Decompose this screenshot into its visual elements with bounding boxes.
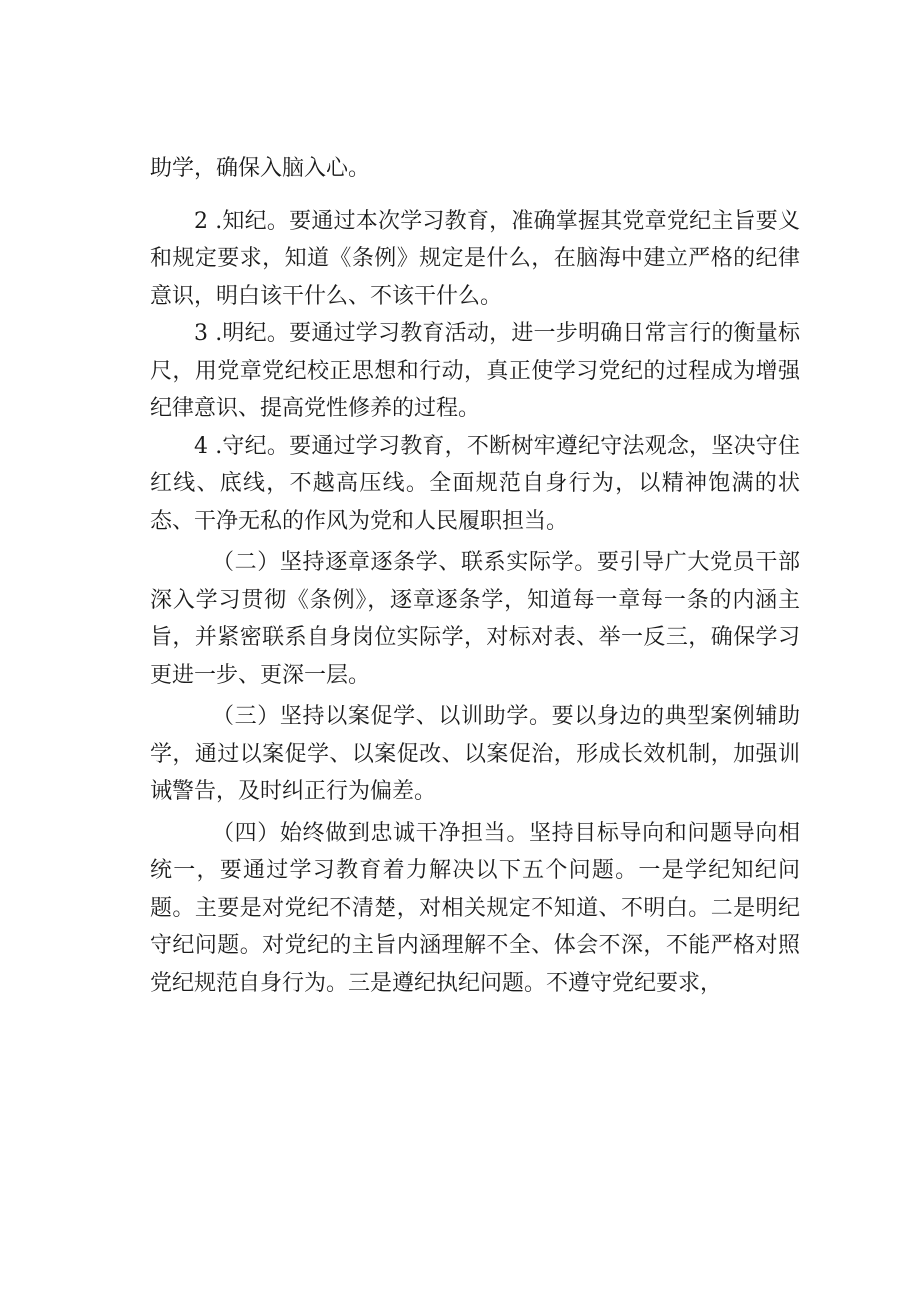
paragraph-know-discipline: 2 .知纪。要通过本次学习教育，准确掌握其党章党纪主旨要义和规定要求，知道《条例》规定是什么，在脑海中建立严格的纪律意识，明白该干什么、不该干什么。 [150, 208, 800, 309]
document-body [150, 150, 800, 1002]
paragraph-keep-discipline: 4 .守纪。要通过学习教育，不断树牢遵纪守法观念，坚决守住红线、底线，不越高压线。全面规范自身行为，以精神饱满的状态、干净无私的作风为党和人民履职担当。 [150, 433, 800, 534]
paragraph-section-three: （三）坚持以案促学、以训助学。要以身边的典型案例辅助学，通过以案促学、以案促改、以案促治，形成长效机制，加强训诫警告，及时纠正行为偏差。 [150, 704, 800, 804]
paragraph-section-two: （二）坚持逐章逐条学、联系实际学。要引导广大党员干部深入学习贯彻《条例》，逐章逐条学，知道每一章每一条的内涵主旨，并紧密联系自身岗位实际学，对标对表、举一反三，确保学习更进一步、更深一层。 [150, 550, 800, 688]
paragraph-understand-discipline: 3 .明纪。要通过学习教育活动，进一步明确日常言行的衡量标尺，用党章党纪校正思想和行动，真正使学习党纪的过程成为增强纪律意识、提高党性修养的过程。 [150, 321, 800, 421]
paragraph-continuation: 助学，确保入脑入心。 [150, 156, 371, 181]
paragraph-section-four: （四）始终做到忠诚干净担当。坚持目标导向和问题导向相统一，要通过学习教育着力解决以下五个问题。一是学纪知纪问题。主要是对党纪不清楚，对相关规定不知道、不明白。二是明纪守纪问题。对党纪的主旨内涵理解不全、体会不深，不能严格对照党纪规范自身行为。三是遵纪执纪问题。不遵守党纪要求， [150, 820, 800, 996]
